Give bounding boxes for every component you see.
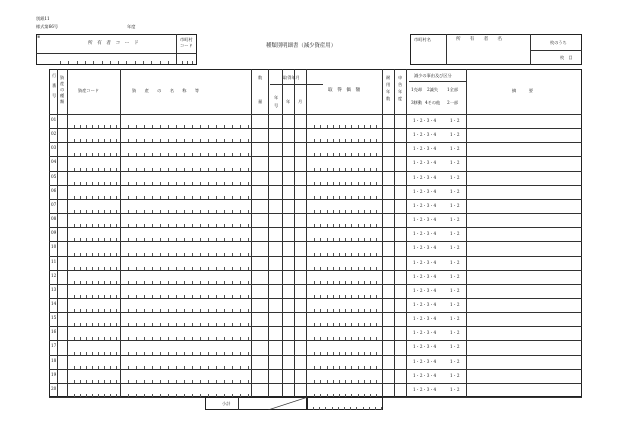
row-number: 10 — [51, 244, 57, 250]
row-reason-options: 1・2・3・4 — [413, 132, 437, 138]
row-number: 07 — [51, 201, 57, 207]
row-number: 12 — [51, 272, 57, 278]
month-header: 月 — [298, 99, 303, 104]
row-part-options: 1・2 — [450, 344, 460, 350]
row-part-options: 1・2 — [450, 118, 460, 123]
row-reason-options: 1・2・3・4 — [413, 330, 437, 336]
asset-type-header-2: 産 — [60, 81, 65, 86]
row-number: 06 — [51, 187, 57, 193]
row-reason-options: 1・2・3・4 — [413, 287, 437, 293]
corner-mark: ※ — [37, 34, 41, 39]
sheet-no-label: 枚 目 — [560, 55, 573, 60]
reason-header: 減少の事由及び区分 — [414, 73, 452, 78]
asset-type-header-3: の — [60, 87, 65, 92]
useful-life-3: 年 — [386, 89, 391, 94]
row-part-options: 1・2 — [450, 259, 460, 265]
row-number: 18 — [51, 357, 57, 363]
main-table — [49, 69, 582, 397]
row-part-options: 1・2 — [450, 188, 460, 194]
row-part-options: 1・2 — [450, 245, 460, 251]
row-number: 02 — [51, 131, 57, 137]
acquired-header: 取得年月 — [283, 75, 300, 80]
row-number: 08 — [51, 216, 57, 222]
row-reason-options: 1・2・3・4 — [413, 358, 437, 364]
asset-type-header-5: 類 — [60, 99, 65, 104]
city-code-label: 市町村 — [180, 37, 193, 42]
row-reason-options: 1・2・3・4 — [413, 146, 437, 152]
form-number: 様式第66号 — [36, 24, 59, 29]
row-part-options: 1・2 — [450, 273, 460, 279]
row-reason-options: 1・2・3・4 — [413, 316, 437, 322]
asset-name-header: 資 産 の 名 称 等 — [132, 88, 200, 93]
useful-life-1: 耐 — [386, 75, 391, 80]
asset-type-header-1: 資 — [60, 75, 65, 80]
quantity-header-bottom: 量 — [258, 99, 263, 104]
row-number: 19 — [51, 371, 57, 377]
row-part-options: 1・2 — [450, 174, 460, 180]
row-part-options: 1・2 — [450, 287, 460, 293]
row-reason-options: 1・2・3・4 — [413, 174, 437, 180]
reduction-year-4: 度 — [398, 96, 403, 101]
row-part-options: 1・2 — [450, 358, 460, 364]
row-number: 01 — [51, 117, 57, 122]
reason-all: 1全部 — [447, 87, 459, 92]
year-sub-header: 号 — [274, 103, 279, 108]
row-number: 17 — [51, 343, 57, 349]
row-part-options: 1・2 — [450, 132, 460, 138]
row-number: 11 — [51, 258, 57, 264]
quantity-header-top: 数 — [258, 75, 263, 80]
row-number: 20 — [51, 385, 57, 391]
remarks-header: 摘 要 — [512, 88, 533, 93]
city-code-label-2: コード — [180, 43, 193, 48]
form-reference: 別紙11 — [36, 16, 50, 21]
row-reason-options: 1・2・3・4 — [413, 344, 437, 350]
row-number: 05 — [51, 173, 57, 179]
reason-other: 4その他 — [425, 100, 441, 105]
cost-header: 取 得 価 額 — [328, 88, 361, 93]
reason-part: 2一部 — [447, 100, 459, 105]
reason-sell: 1売却 — [411, 87, 423, 92]
owner-name-label: 所 有 者 名 — [456, 37, 502, 42]
sheet-of-label: 枚のうち — [550, 40, 567, 45]
row-number: 03 — [51, 145, 57, 151]
row-reason-options: 1・2・3・4 — [413, 386, 437, 392]
row-reason-options: 1・2・3・4 — [413, 245, 437, 251]
row-number: 09 — [51, 230, 57, 236]
row-part-options: 1・2 — [450, 301, 460, 307]
row-reason-options: 1・2・3・4 — [413, 372, 437, 378]
reduction-year-3: 年 — [398, 89, 403, 94]
year-label: 年度 — [127, 24, 136, 29]
useful-life-4: 数 — [386, 96, 391, 101]
row-reason-options: 1・2・3・4 — [413, 118, 437, 123]
reduction-year-1: 申 — [398, 75, 403, 80]
row-part-options: 1・2 — [450, 316, 460, 322]
page-title: 種類別明細書（減少資産用） — [266, 43, 337, 49]
asset-code-header: 資産コード — [78, 88, 99, 93]
row-part-options: 1・2 — [450, 160, 460, 166]
row-part-options: 1・2 — [450, 202, 460, 208]
row-reason-options: 1・2・3・4 — [413, 160, 437, 166]
row-number: 16 — [51, 329, 57, 335]
reduction-year-2: 告 — [398, 82, 403, 87]
city-name-label: 市町村名 — [414, 37, 431, 42]
subtotal-diagonal — [268, 397, 308, 410]
row-reason-options: 1・2・3・4 — [413, 202, 437, 208]
row-reason-options: 1・2・3・4 — [413, 301, 437, 307]
reason-move: 3移動 — [411, 100, 423, 105]
useful-life-2: 用 — [386, 82, 391, 87]
row-part-options: 1・2 — [450, 372, 460, 378]
line-no-header-3: 号 — [52, 93, 57, 98]
row-reason-options: 1・2・3・4 — [413, 231, 437, 237]
row-number: 04 — [51, 159, 57, 165]
month-year-header: 年 — [286, 99, 291, 104]
row-reason-options: 1・2・3・4 — [413, 259, 437, 265]
row-part-options: 1・2 — [450, 386, 460, 392]
row-part-options: 1・2 — [450, 330, 460, 336]
owner-code-label: 所 有 者 コ ー ド — [88, 41, 139, 46]
reason-loss: 2滅失 — [427, 87, 439, 92]
row-number: 13 — [51, 286, 57, 292]
row-part-options: 1・2 — [450, 231, 460, 237]
line-no-header: 行 — [52, 73, 57, 78]
row-part-options: 1・2 — [450, 217, 460, 223]
line-no-header-2: 番 — [52, 83, 57, 88]
row-reason-options: 1・2・3・4 — [413, 188, 437, 194]
row-number: 15 — [51, 315, 57, 321]
row-reason-options: 1・2・3・4 — [413, 217, 437, 223]
row-part-options: 1・2 — [450, 146, 460, 152]
asset-type-header-4: 種 — [60, 93, 65, 98]
subtotal-label: 小計 — [222, 401, 231, 406]
year-header: 年 — [274, 95, 279, 100]
row-number: 14 — [51, 300, 57, 306]
row-reason-options: 1・2・3・4 — [413, 273, 437, 279]
